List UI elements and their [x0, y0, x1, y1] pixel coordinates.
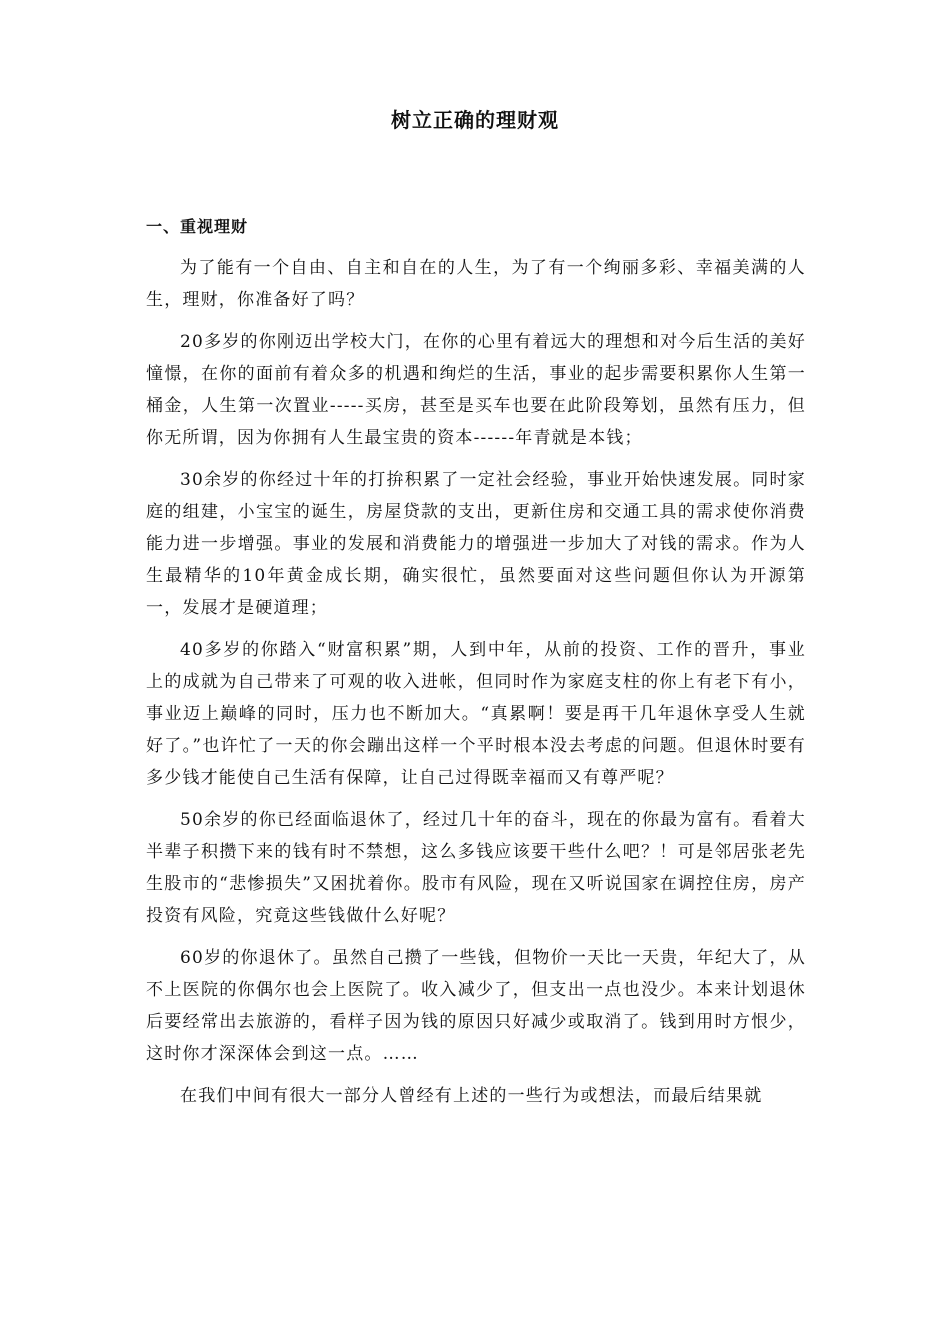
page-title: 树立正确的理财观	[391, 108, 559, 132]
paragraph-conclusion: 在我们中间有很大一部分人曾经有上述的一些行为或想法，而最后结果就	[180, 1086, 763, 1106]
paragraph-age-30s: 30余岁的你经过十年的打拚积累了一定社会经验，事业开始快速发展。同时家庭的组建，小宝宝的诞生，房屋贷款的支出，更新住房和交通工具的需求使你消费能力进一步增强。事业的发展和消费能力的增强进一步加大了对钱的需求。作为人生最精华的10年黄金成长期，确实很忙，虽然要面对这些问题但你认为开源第一，发展才是硬道理；	[146, 470, 806, 618]
paragraph-age-50s: 50余岁的你已经面临退休了，经过几十年的奋斗，现在的你最为富有。看着大半辈子积攒下来的钱有时不禁想，这么多钱应该要干些什么吧？！可是邻居张老先生股市的“悲惨损失”又困扰着你。股市有风险，现在又听说国家在调控住房，房产投资有风险，究竟这些钱做什么好呢？	[146, 810, 806, 926]
paragraph-age-20s: 20多岁的你刚迈出学校大门，在你的心里有着远大的理想和对今后生活的美好憧憬，在你的面前有着众多的机遇和绚烂的生活，事业的起步需要积累你人生第一桶金，人生第一次置业-----买房，甚至是买车也要在此阶段筹划，虽然有压力，但你无所谓，因为你拥有人生最宝贵的资本------年青就是本钱；	[146, 332, 806, 448]
section-heading: 一、重视理财	[146, 217, 249, 236]
paragraph-age-40s: 40多岁的你踏入“财富积累”期，人到中年，从前的投资、工作的晋升，事业上的成就为自己带来了可观的收入进帐，但同时作为家庭支柱的你上有老下有小，事业迈上巅峰的同时，压力也不断加大。“真累啊！要是再干几年退休享受人生就好了。”也许忙了一天的你会蹦出这样一个平时根本没去考虑的问题。但退休时要有多少钱才能使自己生活有保障，让自己过得既幸福而又有尊严呢？	[146, 640, 806, 788]
paragraph-intro: 为了能有一个自由、自主和自在的人生，为了有一个绚丽多彩、幸福美满的人生，理财，你准备好了吗？	[146, 258, 806, 310]
paragraph-age-60s: 60岁的你退休了。虽然自己攒了一些钱，但物价一天比一天贵，年纪大了，从不上医院的你偶尔也会上医院了。收入减少了，但支出一点也没少。本来计划退休后要经常出去旅游的，看样子因为钱的原因只好减少或取消了。钱到用时方恨少，这时你才深深体会到这一点。……	[146, 948, 806, 1064]
body-text	[146, 252, 806, 1122]
